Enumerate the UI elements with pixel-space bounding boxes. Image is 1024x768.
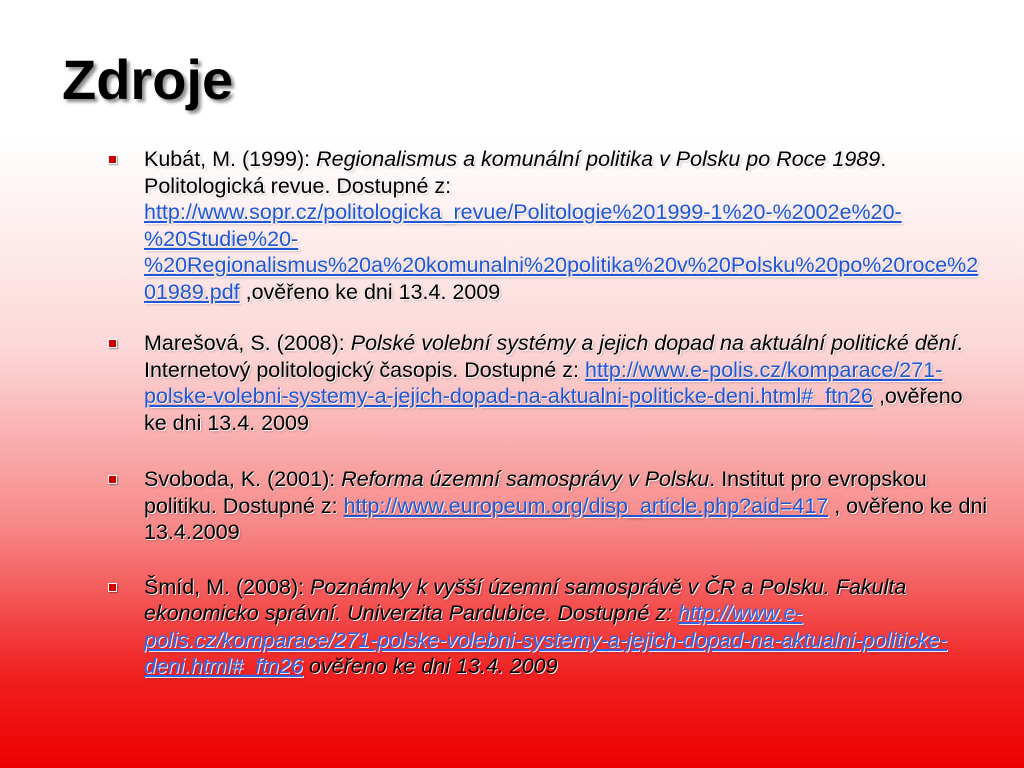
reference-link[interactable]: http://www.e-polis.cz/komparace/271-polske-volebni-systemy-a-jejich-dopad-na-aktualni-politicke-deni.html#_ftn26 <box>144 357 943 408</box>
reference-list <box>108 146 988 705</box>
square-bullet-icon <box>108 583 117 592</box>
reference-author: Kubát, M. (1999): <box>144 147 317 171</box>
reference-verified: ověřeno ke dni 13.4. 2009 <box>302 654 558 678</box>
reference-author: Svoboda, K. (2001): <box>144 467 342 491</box>
reference-title: Reforma územní samosprávy v Polsku <box>341 467 710 491</box>
square-bullet-icon <box>108 475 117 484</box>
square-bullet-icon <box>108 339 117 348</box>
square-bullet-icon <box>108 155 117 164</box>
reference-link[interactable]: http://www.europeum.org/disp_article.php?aid=417 <box>343 493 829 518</box>
reference-verified: ,ověřeno ke dni 13.4. 2009 <box>144 384 963 435</box>
reference-verified: ,ověřeno ke dni 13.4. 2009 <box>239 279 501 304</box>
reference-link[interactable]: http://www.sopr.cz/politologicka_revue/Politologie%201999-1%20-%2002e%20-%20Studie%20-%20Regionalismus%20a%20komunalni%20politika%20v%20Polsku%20po%20roce%201989.pdf <box>144 200 979 304</box>
reference-item <box>108 466 988 546</box>
reference-verified: , ověřeno ke dni 13.4.2009 <box>144 493 988 544</box>
slide-title: Zdroje <box>62 48 234 111</box>
reference-link[interactable]: http://www.e-polis.cz/komparace/271-polske-volebni-systemy-a-jejich-dopad-na-aktualni-politicke-deni.html#_ftn26 <box>144 601 948 678</box>
reference-item <box>108 574 988 680</box>
reference-title: Polské volební systémy a jejich dopad na aktuální politické dění <box>350 331 957 355</box>
reference-title: Regionalismus a komunální politika v Polsku po Roce 1989 <box>316 147 881 171</box>
reference-item <box>108 146 988 305</box>
reference-title: Poznámky k vyšší územní samosprávě v ČR a Polsku. Fakulta ekonomicko správní. Univerzita Pardubice. Dostupné z: <box>144 574 907 625</box>
reference-author: Marešová, S. (2008): <box>144 331 351 355</box>
reference-item <box>108 330 988 436</box>
reference-source: . Politologická revue. Dostupné z: <box>144 147 887 198</box>
reference-author: Šmíd, M. (2008): <box>144 574 311 599</box>
reference-source: . Institut pro evropskou politiku. Dostupné z: <box>144 467 927 518</box>
reference-source: . Internetový politologický časopis. Dostupné z: <box>144 331 963 382</box>
